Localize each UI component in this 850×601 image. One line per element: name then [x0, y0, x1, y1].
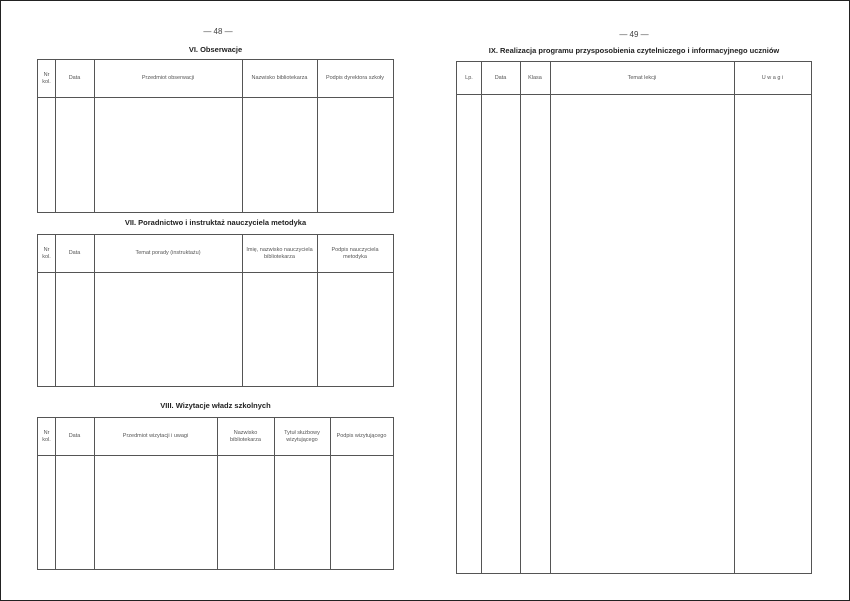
column-header-nr: Nr kol.: [42, 247, 51, 260]
header-divider: [457, 94, 811, 95]
column-header-nr: Nr kol.: [42, 72, 51, 85]
section-title-guidance: VII. Poradnictwo i instruktaż nauczyciela metodyka: [124, 218, 307, 227]
column-header-date: Data: [68, 250, 81, 257]
column-header-lp: Lp.: [465, 74, 473, 81]
column-header-librarian: Nazwisko bibliotekarza: [251, 75, 308, 82]
observations-table: [37, 59, 394, 213]
column-header-subject: Przedmiot wizytacji i uwagi: [122, 433, 189, 440]
column-header-date: Data: [68, 433, 81, 440]
column-header-signature: Podpis wizytującego: [336, 433, 387, 440]
column-divider: [550, 62, 551, 573]
column-header-librarian: Imię, nazwisko nauczyciela bibliotekarza: [246, 247, 313, 260]
column-header-remarks: U w a g i: [761, 74, 784, 81]
column-divider: [520, 62, 521, 573]
inspections-table: [37, 417, 394, 570]
column-header-signature: Podpis nauczyciela metodyka: [331, 247, 379, 260]
program-table: [456, 61, 812, 574]
column-header-topic: Temat porady (instruktażu): [135, 250, 201, 257]
column-divider: [481, 62, 482, 573]
column-header-nr: Nr kol.: [42, 430, 51, 443]
section-title-observations: VI. Obserwacje: [188, 45, 243, 54]
column-header-signature: Podpis dyrektora szkoły: [325, 75, 385, 82]
column-header-lesson-topic: Temat lekcji: [627, 74, 657, 81]
column-header-title: Tytuł służbowy wizytującego: [284, 430, 320, 443]
column-header-date: Data: [494, 74, 507, 81]
header-divider: [38, 455, 393, 456]
section-title-program: IX. Realizacja programu przysposobienia czytelniczego i informacyjnego uczniów: [488, 46, 780, 55]
section-title-inspections: VIII. Wizytacje władz szkolnych: [160, 401, 271, 410]
header-divider: [38, 97, 393, 98]
guidance-table: [37, 234, 394, 387]
column-divider: [734, 62, 735, 573]
header-divider: [38, 272, 393, 273]
page-number-right: — 49 —: [619, 30, 649, 39]
column-header-date: Data: [68, 75, 81, 82]
page-number-left: — 48 —: [203, 27, 233, 36]
column-header-class: Klasa: [528, 74, 542, 81]
column-header-subject: Przedmiot obserwacji: [141, 75, 195, 82]
column-header-librarian: Nazwisko bibliotekarza: [230, 430, 261, 443]
